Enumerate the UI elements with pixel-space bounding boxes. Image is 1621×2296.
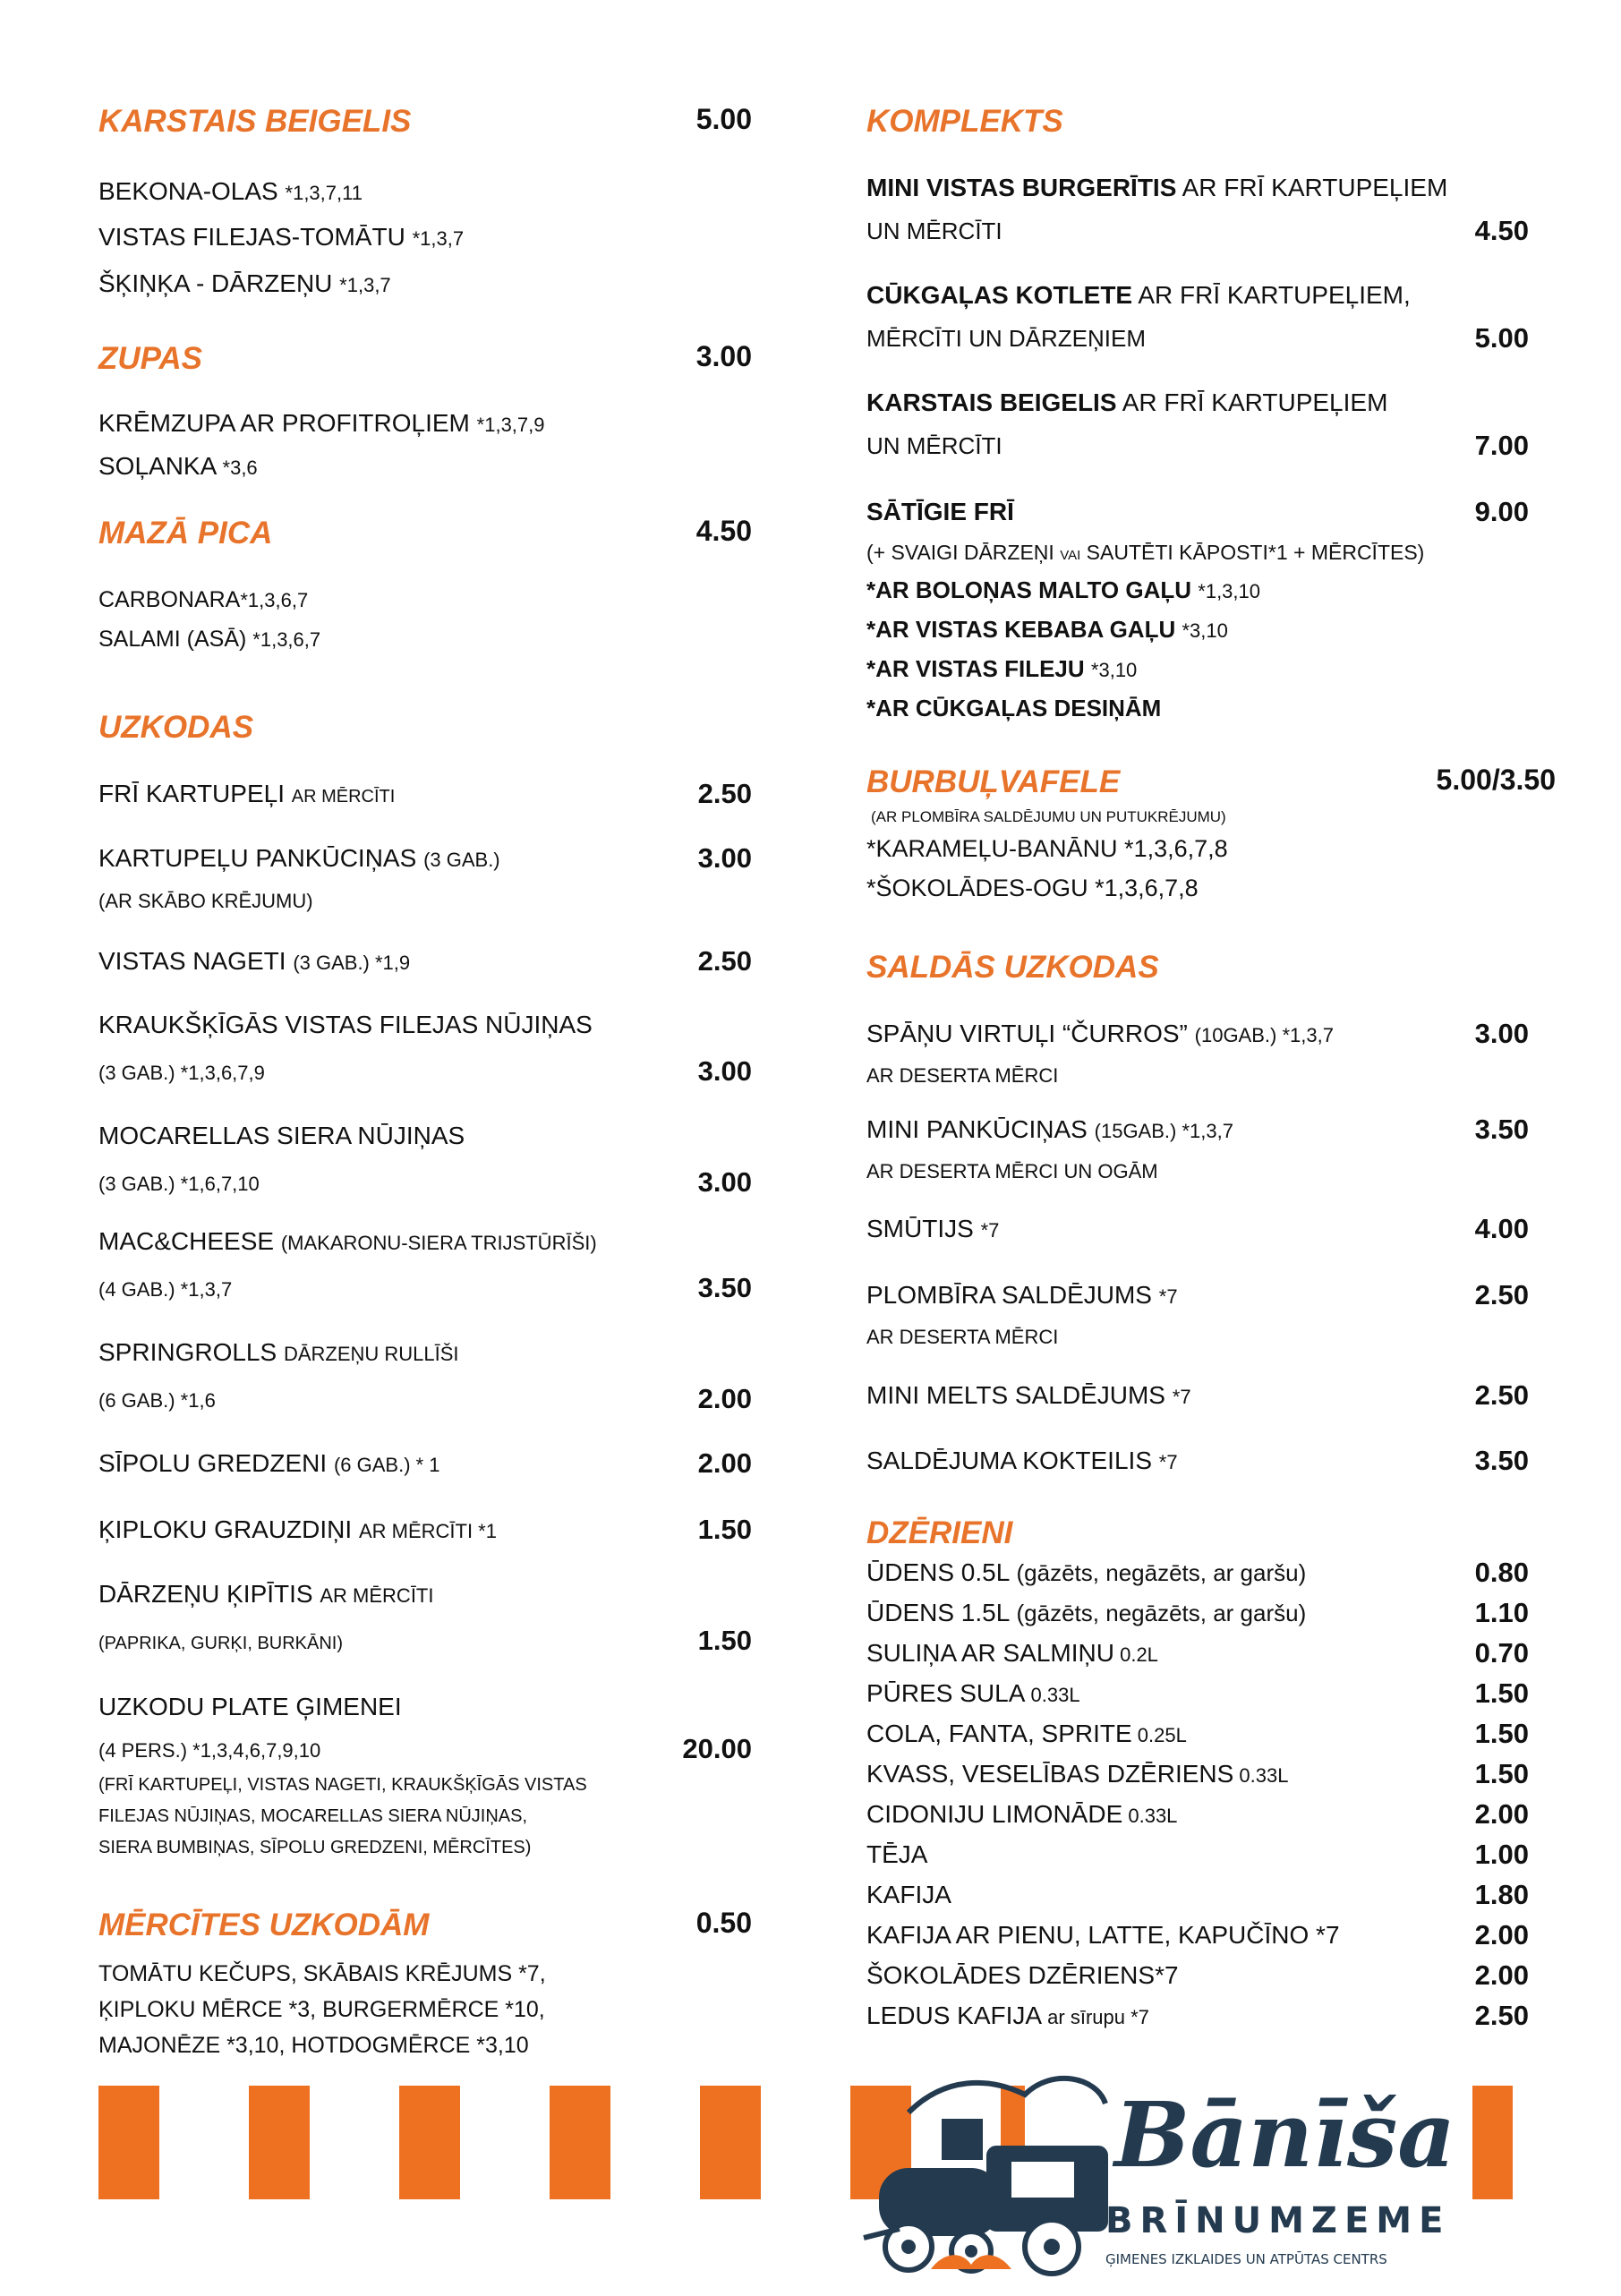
- menu-item: VISTAS FILEJAS-TOMĀTU *1,3,7: [98, 223, 465, 251]
- section-title: MĒRCĪTES UZKODĀM: [98, 1908, 430, 1942]
- menu-item: FRĪ KARTUPEĻI AR MĒRCĪTI 2.50: [98, 778, 752, 809]
- section-zupas: [98, 340, 752, 480]
- section-komplekts: [866, 103, 1529, 721]
- sauce-line: ĶIPLOKU MĒRCE *3, BURGERMĒRCE *10,: [98, 1997, 545, 2022]
- menu-item-detail: (3 GAB.) *1,6,7,10 3.00: [98, 1166, 752, 1198]
- menu-item: PLOMBĪRA SALDĒJUMS *7 2.50: [866, 1279, 1529, 1310]
- satigie-option: *AR BOLOŅAS MALTO GAĻU *1,3,10: [866, 576, 1260, 603]
- menu-item: BEKONA-OLAS *1,3,7,11: [98, 177, 363, 205]
- drink-item: TĒJA 1.00: [866, 1839, 1529, 1870]
- drink-item: KVASS, VESELĪBAS DZĒRIENS 0.33L 1.50: [866, 1758, 1529, 1789]
- drink-item: ŪDENS 0.5L (gāzēts, negāzēts, ar garšu) 0.80: [866, 1557, 1529, 1588]
- section-dzerieni: [866, 1515, 1529, 2031]
- section-price: 4.50: [695, 515, 752, 547]
- menu-item: MAC&CHEESE (MAKARONU-SIERA TRIJSTŪRĪŠI): [98, 1227, 597, 1255]
- drink-item: ŪDENS 1.5L (gāzēts, negāzēts, ar garšu) 1.10: [866, 1597, 1529, 1628]
- decorative-stripe: [98, 2086, 159, 2199]
- menu-item: UZKODU PLATE ĢIMENEI: [98, 1693, 402, 1720]
- menu-item: SPĀŅU VIRTUĻI “ČURROS” (10GAB.) *1,3,7 3.00: [866, 1018, 1529, 1049]
- logo-name: BRĪNUMZEME: [1105, 2200, 1451, 2241]
- drink-item: KAFIJA AR PIENU, LATTE, KAPUČĪNO *7 2.00: [866, 1919, 1529, 1950]
- satigie-option: *AR CŪKGAĻAS DESIŅĀM: [866, 695, 1162, 721]
- satigie-option: *AR VISTAS FILEJU *3,10: [866, 655, 1138, 682]
- menu-item-detail: UN MĒRCĪTI 7.00: [866, 430, 1529, 461]
- section-title: MAZĀ PICA: [98, 516, 273, 551]
- section-price: 5.00/3.50: [1436, 764, 1556, 796]
- menu-item: CŪKGAĻAS KOTLETE AR FRĪ KARTUPEĻIEM,: [866, 281, 1411, 309]
- menu-item-detail: (6 GAB.) *1,6 2.00: [98, 1383, 752, 1414]
- section-price: 0.50: [695, 1907, 752, 1939]
- menu-item-detail: (3 GAB.) *1,3,6,7,9 3.00: [98, 1055, 752, 1087]
- menu-item: SALDĒJUMA KOKTEILIS *7 3.50: [866, 1445, 1529, 1476]
- menu-item: *KARAMEĻU-BANĀNU *1,3,6,7,8: [866, 835, 1228, 862]
- decorative-stripe: [700, 2086, 761, 2199]
- drink-item: CIDONIJU LIMONĀDE 0.33L 2.00: [866, 1798, 1529, 1830]
- menu-item-detail: AR DESERTA MĒRCI: [866, 1064, 1059, 1087]
- decorative-stripe: [399, 2086, 460, 2199]
- drink-item: COLA, FANTA, SPRITE 0.25L 1.50: [866, 1718, 1529, 1749]
- section-title: ZUPAS: [98, 341, 203, 376]
- menu-item: SOĻANKA *3,6: [98, 452, 258, 480]
- section-maza-pica: [98, 515, 752, 652]
- menu-item: MINI MELTS SALDĒJUMS *7 2.50: [866, 1379, 1529, 1411]
- section-title: SALDĀS UZKODAS: [866, 950, 1159, 985]
- menu-item: KARTUPEĻU PANKŪCIŅAS (3 GAB.) 3.00: [98, 842, 752, 874]
- menu-item-detail: (FRĪ KARTUPEĻI, VISTAS NAGETI, KRAUKŠĶĪGĀS VISTAS: [98, 1775, 587, 1795]
- logo-script: Bānīša: [1114, 2082, 1456, 2188]
- logo-tagline: ĢIMENES IZKLAIDES UN ATPŪTAS CENTRS: [1105, 2251, 1387, 2267]
- menu-item-detail: (+ SVAIGI DĀRZEŅI VAI SAUTĒTI KĀPOSTI*1 + MĒRCĪTES): [866, 541, 1425, 564]
- menu-item-detail: (AR SKĀBO KRĒJUMU): [98, 890, 313, 912]
- drink-item: ŠOKOLĀDES DZĒRIENS*7 2.00: [866, 1959, 1529, 1991]
- menu-item: KRĒMZUPA AR PROFITROĻIEM *1,3,7,9: [98, 409, 545, 437]
- menu-item: VISTAS NAGETI (3 GAB.) *1,9 2.50: [98, 945, 752, 977]
- section-title: KARSTAIS BEIGELIS: [98, 104, 412, 139]
- section-saldas-uzkodas: [866, 949, 1529, 1476]
- menu-item-detail: SIERA BUMBIŅAS, SĪPOLU GREDZENI, MĒRCĪTES): [98, 1838, 532, 1857]
- menu-item-detail: AR DESERTA MĒRCI: [866, 1326, 1059, 1348]
- sauce-line: MAJONĒZE *3,10, HOTDOGMĒRCE *3,10: [98, 2033, 529, 2058]
- menu-item: SĪPOLU GREDZENI (6 GAB.) * 1 2.00: [98, 1447, 752, 1479]
- drink-item: LEDUS KAFIJA ar sīrupu *7 2.50: [866, 2000, 1529, 2031]
- menu-item-detail: UN MĒRCĪTI 4.50: [866, 215, 1529, 246]
- section-title: DZĒRIENI: [866, 1515, 1013, 1550]
- section-burbulvafele: [866, 764, 1556, 901]
- menu-item: KRAUKŠĶĪGĀS VISTAS FILEJAS NŪJIŅAS: [98, 1011, 593, 1038]
- menu-item: SMŪTIJS *7 4.00: [866, 1213, 1529, 1244]
- section-price: 5.00: [695, 103, 752, 135]
- section-title: UZKODAS: [98, 710, 254, 745]
- menu-item: SALAMI (ASĀ) *1,3,6,7: [98, 627, 321, 652]
- menu-item-detail: MĒRCĪTI UN DĀRZEŅIEM 5.00: [866, 322, 1529, 354]
- menu-item: MINI PANKŪCIŅAS (15GAB.) *1,3,7 3.50: [866, 1114, 1529, 1145]
- section-merces: [98, 1907, 752, 2058]
- drink-item: SULIŅA AR SALMIŅU 0.2L 0.70: [866, 1637, 1529, 1669]
- menu-item: SPRINGROLLS DĀRZEŅU RULLĪŠI: [98, 1338, 459, 1366]
- menu-item: ŠĶIŅĶA - DĀRZEŅU *1,3,7: [98, 269, 391, 297]
- section-price: 3.00: [695, 340, 752, 372]
- decorative-stripe: [550, 2086, 610, 2199]
- drink-item: KAFIJA 1.80: [866, 1879, 1529, 1910]
- satigie-option: *AR VISTAS KEBABA GAĻU *3,10: [866, 616, 1228, 643]
- menu-item-detail: (4 GAB.) *1,3,7 3.50: [98, 1272, 752, 1303]
- section-karstais-beigelis: [98, 103, 752, 297]
- menu-item: ĶIPLOKU GRAUZDIŅI AR MĒRCĪTI *1 1.50: [98, 1514, 752, 1545]
- menu-item: *ŠOKOLĀDES-OGU *1,3,6,7,8: [866, 875, 1199, 901]
- menu-item: KARSTAIS BEIGELIS AR FRĪ KARTUPEĻIEM: [866, 388, 1388, 416]
- menu-item-detail: (4 PERS.) *1,3,4,6,7,9,10 20.00: [98, 1733, 752, 1764]
- menu-item: CARBONARA*1,3,6,7: [98, 587, 309, 612]
- sauce-line: TOMĀTU KEČUPS, SKĀBAIS KRĒJUMS *7,: [98, 1961, 546, 1986]
- menu-item-detail: (PAPRIKA, GURĶI, BURKĀNI) 1.50: [98, 1625, 752, 1656]
- brand-logo: [846, 2059, 1472, 2292]
- menu-item: MOCARELLAS SIERA NŪJIŅAS: [98, 1122, 465, 1149]
- section-title: BURBUĻVAFELE: [866, 764, 1121, 799]
- section-note: (AR PLOMBĪRA SALDĒJUMU UN PUTUKRĒJUMU): [871, 808, 1226, 825]
- drink-item: PŪRES SULA 0.33L 1.50: [866, 1677, 1529, 1709]
- section-title: KOMPLEKTS: [866, 104, 1063, 139]
- menu-item: DĀRZEŅU ĶIPĪTIS AR MĒRCĪTI: [98, 1580, 434, 1608]
- menu-item: MINI VISTAS BURGERĪTIS AR FRĪ KARTUPEĻIEM: [866, 174, 1448, 201]
- menu-item-detail: AR DESERTA MĒRCI UN OGĀM: [866, 1160, 1158, 1182]
- decorative-stripe: [249, 2086, 310, 2199]
- menu-item-detail: FILEJAS NŪJIŅAS, MOCARELLAS SIERA NŪJIŅAS,: [98, 1806, 528, 1826]
- section-uzkodas: [98, 709, 752, 1857]
- menu-item-satigie: SĀTĪGIE FRĪ 9.00: [866, 496, 1529, 527]
